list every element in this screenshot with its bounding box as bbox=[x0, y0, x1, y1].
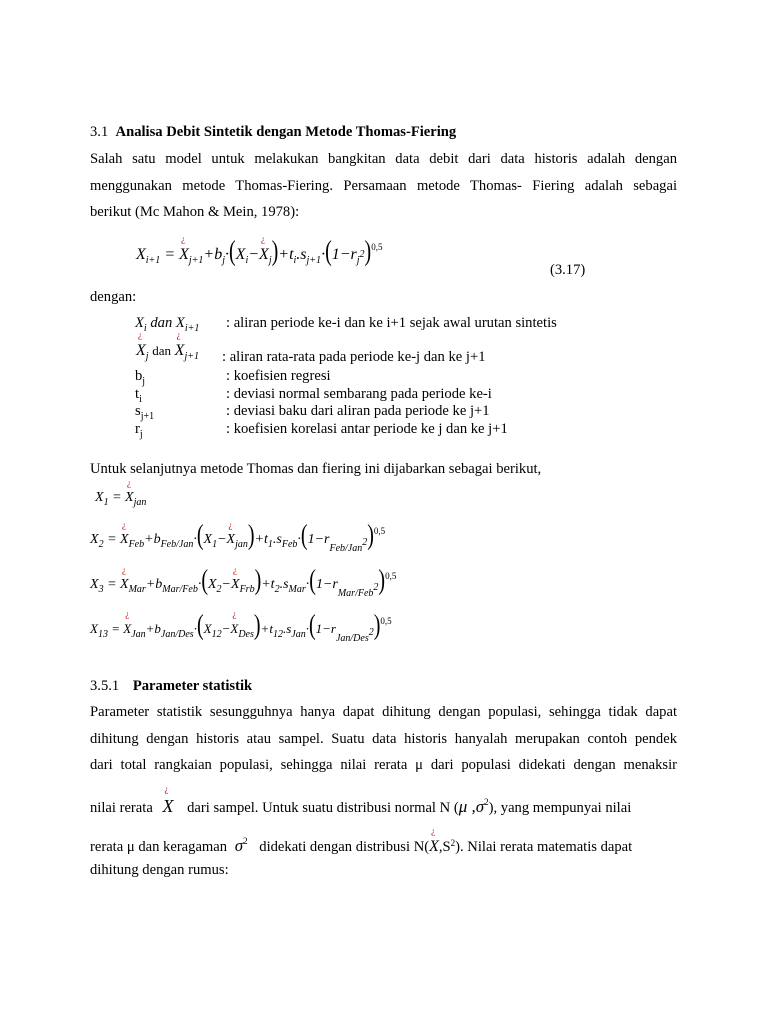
intro-line: berikut (Mc Mahon & Mein, 1978): bbox=[90, 204, 300, 220]
definition-symbol: $t_i$ bbox=[135, 386, 142, 405]
equation-x2: $X_2$ = ¿ $X_{Feb}+b_{Feb/Jan}\cdot(X_1-¿$ $X_{jan})+t_1.s_{Feb}\cdot(1-r_{Feb/Jan}2)^{0,5}$ bbox=[90, 526, 385, 549]
param-line-5: rerata μ dan keragaman $\sigma^2$ didekati dengan distribusi N(¿ $X,S^2$). Nilai rerata matematis dapat bbox=[90, 836, 632, 856]
definition-row bbox=[135, 315, 199, 332]
dengan-label: dengan: bbox=[90, 289, 137, 305]
main-equation: $X_{i+1}$ = ¿ $X_{j+1}+b_j\cdot(X_i-¿$ $X_j)+t_i.s_{j+1}\cdot(1-r_j2)^{0,5}$ bbox=[136, 242, 382, 265]
definition-desc: : deviasi normal sembarang pada periode ke-i bbox=[226, 386, 492, 402]
param-paragraph bbox=[90, 699, 677, 779]
definition-symbol: $X_i$ dan $X_{i+1}$ bbox=[135, 315, 200, 334]
definition-symbol: $b_j$ bbox=[135, 368, 146, 387]
intro-line: menggunakan metode Thomas-Fiering. Persamaan metode Thomas- Fiering adalah sebagai bbox=[90, 177, 677, 194]
subsection-heading bbox=[90, 678, 252, 695]
followup-text: Untuk selanjutnya metode Thomas dan fiering ini dijabarkan sebagai berikut, bbox=[90, 461, 542, 477]
equation-x3: $X_3$ = ¿ $X_{Mar}+b_{Mar/Feb}\cdot(X_2-¿$ $X_{Frb})+t_2.s_{Mar}\cdot(1-r_{Mar/Feb}2)^{0,5}$ bbox=[90, 571, 396, 594]
section-number: 3.1 bbox=[90, 124, 109, 140]
definition-desc: : aliran periode ke-i dan ke i+1 sejak awal urutan sintetis bbox=[226, 315, 557, 331]
definition-symbol: $s_{j+1}$ bbox=[135, 403, 155, 422]
param-line: dihitung dengan historis atau sampel. Suatu data historis hanyalah merupakan contoh pendek bbox=[90, 730, 677, 747]
equation-number: (3.17) bbox=[550, 262, 586, 278]
definition-desc: : aliran rata-rata pada periode ke-j dan ke j+1 bbox=[222, 349, 486, 365]
equation-x1: $X_1$ = ¿ $X_{jan}$ bbox=[95, 490, 146, 506]
section-title: Analisa Debit Sintetik dengan Metode Thomas-Fiering bbox=[115, 124, 457, 140]
param-line: Parameter statistik sesungguhnya hanya dapat dihitung dengan populasi, sehingga tidak dapat bbox=[90, 704, 677, 720]
subsection-number: 3.5.1 bbox=[90, 678, 120, 694]
param-last-line: dihitung dengan rumus: bbox=[90, 862, 229, 878]
intro-line: Salah satu model untuk melakukan bangkitan data debit dari data historis adalah dengan bbox=[90, 151, 677, 167]
definition-row: ¿ $X_j$ dan ¿ $X_{j+1}$ bbox=[136, 342, 199, 360]
definition-symbol: $r_j$ bbox=[135, 421, 143, 440]
section-heading bbox=[90, 124, 456, 141]
definition-desc: : deviasi baku dari aliran pada periode ke j+1 bbox=[226, 403, 490, 419]
subsection-title: Parameter statistik bbox=[132, 678, 253, 694]
definition-desc: : koefisien korelasi antar periode ke j dan ke j+1 bbox=[226, 421, 508, 437]
definition-desc: : koefisien regresi bbox=[226, 368, 331, 384]
param-line: dari total rangkaian populasi, sehingga nilai rerata μ dari populasi didekati dengan menaksir bbox=[90, 757, 677, 773]
equation-x13: $X_{13}$ = ¿ $X_{Jan}+b_{Jan/Des}\cdot(X_{12}-¿$ $X_{Des})+t_{12}.s_{Jan}\cdot(1-r_{Jan/Des}2)^{0,5}$ bbox=[90, 616, 392, 639]
param-line-4: nilai rerata ¿ X dari sampel. Untuk suatu distribusi normal N (μ $,\sigma^2$), yang mempunyai nilai bbox=[90, 796, 631, 817]
intro-paragraph bbox=[90, 146, 677, 226]
